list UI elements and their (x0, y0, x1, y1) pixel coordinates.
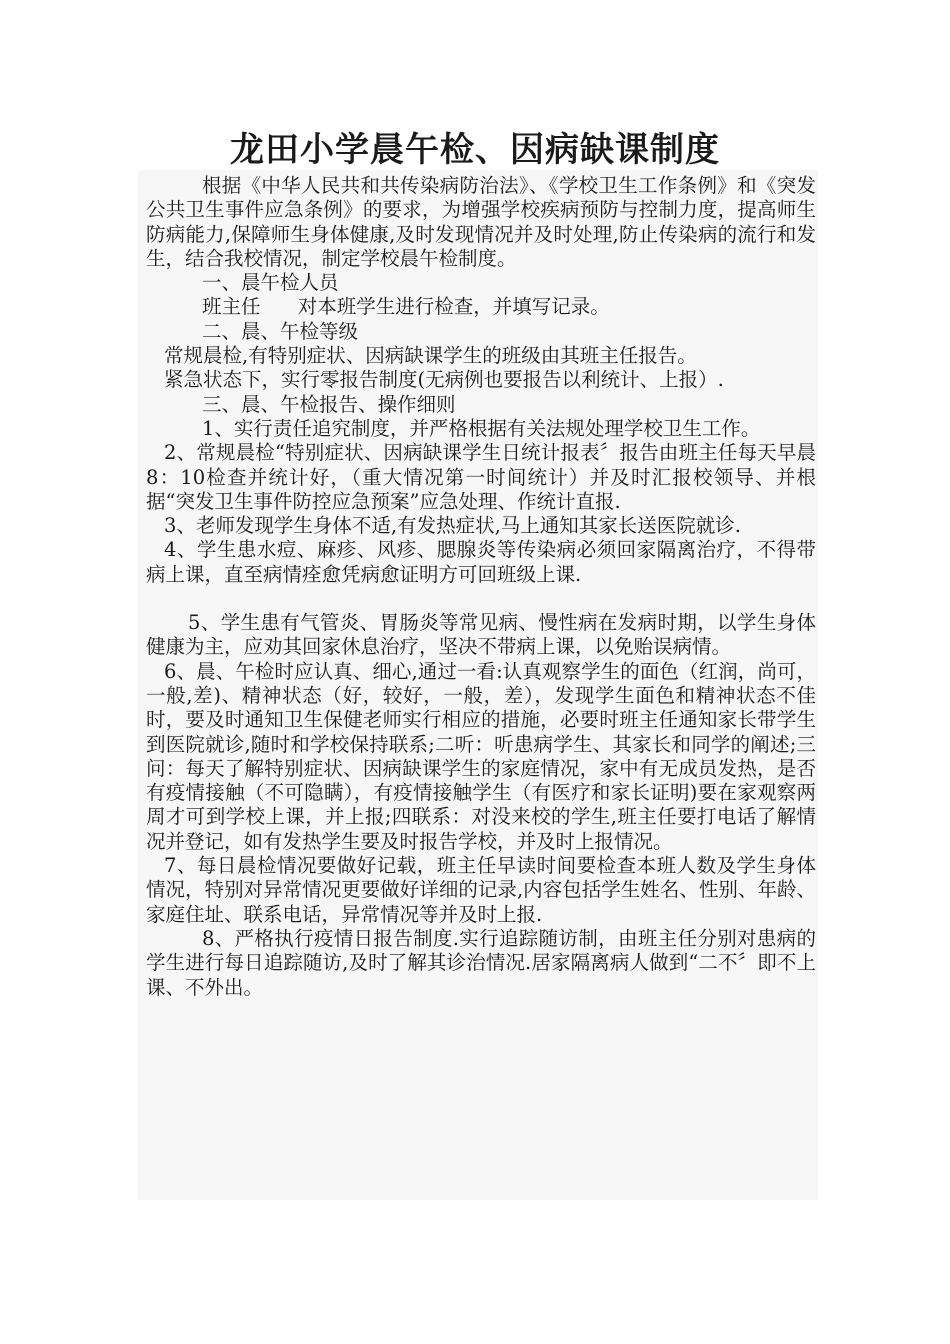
intro-paragraph: 根据《中华人民共和共传染病防治法》、《学校卫生工作条例》和《突发公共卫生事件应急条例》的要求，为增强学校疾病预防与控制力度，提高师生防病能力,保障师生身体健康,及时发现情况并及时处理,防止传染病的流行和发生，结合我校情况，制定学校晨午检制度。 (146, 174, 816, 270)
rule-item-7: 7、每日晨检情况要做好记载，班主任早读时间要检查本班人数及学生身体情况，特别对异常情况更要做好详细的记录,内容包括学生姓名、性别、年龄、家庭住址、联系电话，异常情况等并及时上报. (146, 854, 816, 926)
rule-item-4: 4、学生患水痘、麻疹、风疹、腮腺炎等传染病必须回家隔离治疗，不得带病上课，直至病情痊愈凭病愈证明方可回班级上课. (146, 538, 816, 586)
section-2-item-1: 常规晨检,有特别症状、因病缺课学生的班级由其班主任报告。 (164, 344, 697, 368)
document-body (146, 174, 816, 1000)
rule-item-5: 5、学生患有气管炎、胃肠炎等常见病、慢性病在发病时期，以学生身体健康为主，应劝其回家休息治疗，坚决不带病上课，以免贻误病情。 (146, 611, 816, 659)
rule-item-2: 2、常规晨检“特别症状、因病缺课学生日统计报表〞报告由班主任每天早晨8：10检查并统计好，（重大情况第一时间统计）并及时汇报校领导、并根据“突发卫生事件防控应急预案”应急处理、作统计直报. (146, 441, 816, 513)
section-2-item-2: 紧急状态下，实行零报告制度(无病例也要报告以利统计、上报）. (164, 368, 724, 392)
rule-item-6: 6、晨、午检时应认真、细心,通过一看:认真观察学生的面色（红润，尚可，一般,差)、精神状态（好，较好，一般，差），发现学生面色和精神状态不佳时，要及时通知卫生保健老师实行相应的措施，必要时班主任通知家长带学生到医院就诊,随时和学校保持联系;二听：听患病学生、其家长和同学的阐述;三问：每天了解特别症状、因病缺课学生的家庭情况，家中有无成员发热，是否有疫情接触（不可隐瞒），有疫情接触学生（有医疗和家长证明)要在家观察两周才可到学校上课，并上报;四联系：对没来校的学生,班主任要打电话了解情况并登记，如有发热学生要及时报告学校，并及时上报情况。 (146, 659, 816, 853)
rule-item-8: 8、严格执行疫情日报告制度.实行追踪随访制，由班主任分别对患病的学生进行每日追踪随访,及时了解其诊治情况.居家隔离病人做到“二不〞即不上课、不外出。 (146, 926, 816, 999)
paragraph-gap (146, 587, 816, 611)
rule-item-3: 3、老师发现学生身体不适,有发热症状,马上通知其家长送医院就诊. (164, 514, 742, 538)
section-heading-1: 一、晨午检人员 (202, 271, 339, 295)
section-heading-2: 二、晨、午检等级 (202, 319, 359, 343)
rule-item-1: 1、实行责任追究制度，并严格根据有关法规处理学校卫生工作。 (202, 416, 761, 440)
section-1-content: 班主任 对本班学生进行检查，并填写记录。 (202, 295, 610, 319)
section-heading-3: 三、晨、午检报告、操作细则 (202, 392, 456, 416)
document-title: 龙田小学晨午检、因病缺课制度 (230, 130, 720, 170)
